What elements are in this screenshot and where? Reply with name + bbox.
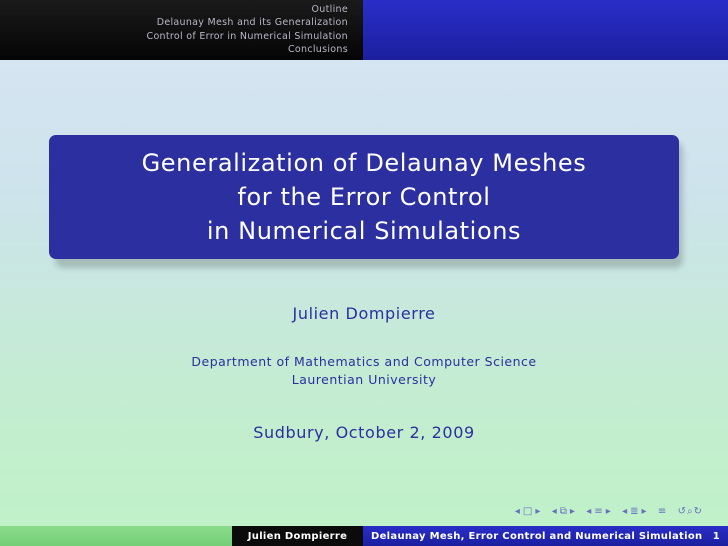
footer-right-panel [363, 526, 728, 546]
institute-department: Department of Mathematics and Computer Science [191, 354, 537, 369]
align-icon[interactable]: ≡ [657, 506, 668, 517]
header-right-panel [363, 0, 728, 60]
title-box [49, 135, 679, 259]
footer-bar [0, 526, 728, 546]
title-line-1: Generalization of Delaunay Meshes [141, 149, 587, 177]
part-icon[interactable]: ≣ [630, 506, 640, 517]
next-part-icon[interactable]: ▸ [641, 506, 648, 517]
frame-icon[interactable]: □ [522, 506, 534, 517]
outline-item-error-control[interactable]: Control of Error in Numerical Simulation [146, 30, 348, 42]
author-name: Julien Dompierre [292, 304, 436, 323]
next-subsection-icon[interactable]: ▸ [569, 506, 576, 517]
prev-arrow-icon[interactable]: ◂ [514, 506, 521, 517]
prev-part-icon[interactable]: ◂ [622, 506, 629, 517]
prev-section-icon[interactable]: ◂ [586, 506, 593, 517]
outline-list [147, 3, 348, 56]
institute-university: Laurentian University [291, 372, 437, 387]
beamer-navigation-symbols [514, 506, 704, 517]
prev-subsection-icon[interactable]: ◂ [551, 506, 558, 517]
presentation-date: Sudbury, October 2, 2009 [253, 423, 475, 442]
footer-author: Julien Dompierre [232, 526, 363, 546]
title-line-3: in Numerical Simulations [206, 217, 522, 245]
next-arrow-icon[interactable]: ▸ [535, 506, 542, 517]
outline-item-conclusions[interactable]: Conclusions [287, 43, 348, 55]
footer-page-number: 1 [712, 530, 720, 542]
section-icon[interactable]: ≡ [594, 506, 604, 517]
header-bar [0, 0, 728, 60]
title-line-2: for the Error Control [237, 183, 491, 211]
outline-item-outline[interactable]: Outline [311, 4, 348, 15]
outline-item-delaunay-mesh[interactable]: Delaunay Mesh and its Generalization [156, 17, 348, 29]
search-icon[interactable]: ↺⌕↻ [677, 506, 703, 517]
outline-panel [0, 0, 363, 60]
institute [0, 353, 728, 389]
footer-short-title: Delaunay Mesh, Error Control and Numerical Simulation [371, 530, 703, 542]
next-section-icon[interactable]: ▸ [605, 506, 612, 517]
subsection-icon[interactable]: ⧉ [559, 506, 568, 517]
